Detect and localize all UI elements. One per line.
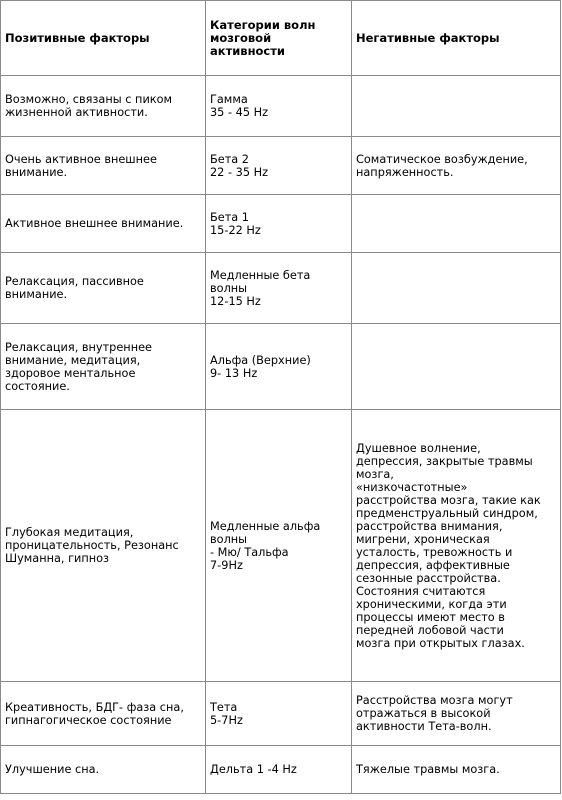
cell-category: Медленные бета волны 12-15 Hz — [206, 253, 352, 324]
table-row — [1, 253, 561, 324]
cell-category: Бета 2 22 - 35 Hz — [206, 137, 352, 195]
header-wave-categories: Категории волн мозговой активности — [206, 1, 352, 76]
cell-positive: Улучшение сна. — [1, 746, 206, 794]
cell-category: Дельта 1 -4 Hz — [206, 746, 352, 794]
cell-positive: Очень активное внешнее внимание. — [1, 137, 206, 195]
cell-positive: Активное внешнее внимание. — [1, 195, 206, 253]
cell-positive: Креативность, БДГ- фаза сна, гипнагогическое состояние — [1, 682, 206, 746]
header-negative-factors: Негативные факторы — [352, 1, 561, 76]
table-row — [1, 746, 561, 794]
cell-category: Медленные альфа волны - Мю/ Тальфа 7-9Hz — [206, 410, 352, 682]
cell-positive: Глубокая медитация, проницательность, Резонанс Шуманна, гипноз — [1, 410, 206, 682]
cell-negative: Расстройства мозга могут отражаться в высокой активности Тета-волн. — [352, 682, 561, 746]
header-row — [1, 1, 561, 76]
cell-negative — [352, 324, 561, 410]
cell-negative: Душевное волнение, депрессия, закрытые травмы мозга, «низкочастотные» расстройства мозга, такие как предменструальный синдром, расстройства внимания, мигрени, хроническая усталость, тревожность и депрессия, аффективные сезонные расстройства. Состояния считаются хроническими, когда эти процессы имеют место в передней лобовой части мозга при открытых глазах. — [352, 410, 561, 682]
cell-negative: Соматическое возбуждение, напряженность. — [352, 137, 561, 195]
cell-negative: Тяжелые травмы мозга. — [352, 746, 561, 794]
table-row — [1, 195, 561, 253]
cell-positive: Релаксация, внутреннее внимание, медитация, здоровое ментальное состояние. — [1, 324, 206, 410]
cell-negative — [352, 76, 561, 137]
table-row — [1, 76, 561, 137]
cell-positive: Релаксация, пассивное внимание. — [1, 253, 206, 324]
cell-positive: Возможно, связаны с пиком жизненной активности. — [1, 76, 206, 137]
cell-category: Гамма 35 - 45 Hz — [206, 76, 352, 137]
table-row — [1, 410, 561, 682]
table-row — [1, 682, 561, 746]
cell-category: Тета 5-7Hz — [206, 682, 352, 746]
header-positive-factors: Позитивные факторы — [1, 1, 206, 76]
cell-category: Альфа (Верхние) 9- 13 Hz — [206, 324, 352, 410]
cell-negative — [352, 195, 561, 253]
cell-negative — [352, 253, 561, 324]
table-row — [1, 137, 561, 195]
cell-category: Бета 1 15-22 Hz — [206, 195, 352, 253]
table-row — [1, 324, 561, 410]
